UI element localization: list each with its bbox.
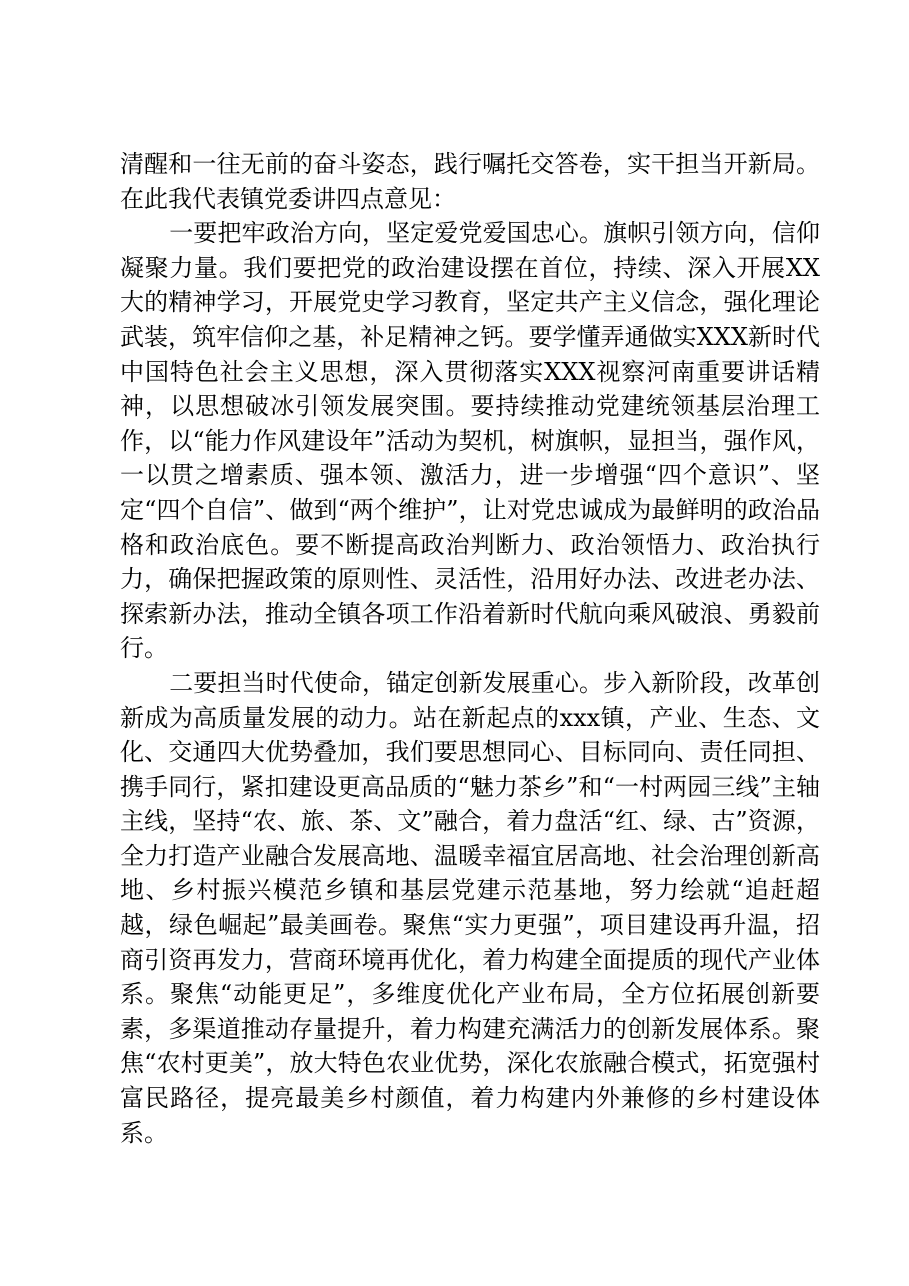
- paragraph-intro-continuation: 清醒和一往无前的奋斗姿态，践行嘱托交答卷，实干担当开新局。在此我代表镇党委讲四点意见：: [120, 150, 820, 213]
- paragraph-point-one: 一要把牢政治方向，坚定爱党爱国忠心。旗帜引领方向，信仰凝聚力量。我们要把党的政治建设摆在首位，持续、深入开展XX大的精神学习，开展党史学习教育，坚定共产主义信念，强化理论武装，筑牢信仰之基，补足精神之钙。要学懂弄通做实XXX新时代中国特色社会主义思想，深入贯彻落实XXX视察河南重要讲话精神，以思想破冰引领发展突围。要持续推动党建统领基层治理工作，以“能力作风建设年”活动为契机，树旗帜，显担当，强作风，一以贯之增素质、强本领、激活力，进一步增强“四个意识”、坚定“四个自信”、做到“两个维护”，让对党忠诚成为最鲜明的政治品格和政治底色。要不断提高政治判断力、政治领悟力、政治执行力，确保把握政策的原则性、灵活性，沿用好办法、改进老办法、探索新办法，推动全镇各项工作沿着新时代航向乘风破浪、勇毅前行。: [120, 219, 820, 663]
- document-page: [120, 147, 820, 1150]
- paragraph-point-two: 二要担当时代使命，锚定创新发展重心。步入新阶段，改革创新成为高质量发展的动力。站在新起点的xxx镇，产业、生态、文化、交通四大优势叠加，我们要思想同心、目标同向、责任同担、携手同行，紧扣建设更高品质的“魅力茶乡”和“一村两园三线”主轴主线，坚持“农、旅、茶、文”融合，着力盘活“红、绿、古”资源，全力打造产业融合发展高地、温暖幸福宜居高地、社会治理创新高地、乡村振兴模范乡镇和基层党建示范基地，努力绘就“追赶超越，绿色崛起”最美画卷。聚焦“实力更强”，项目建设再升温，招商引资再发力，营商环境再优化，着力构建全面提质的现代产业体系。聚焦“动能更足”，多维度优化产业布局，全方位拓展创新要素，多渠道推动存量提升，着力构建充满活力的创新发展体系。聚焦“农村更美”，放大特色农业优势，深化农旅融合模式，拓宽强村富民路径，提亮最美乡村颜值，着力构建内外兼修的乡村建设体系。: [120, 668, 820, 1147]
